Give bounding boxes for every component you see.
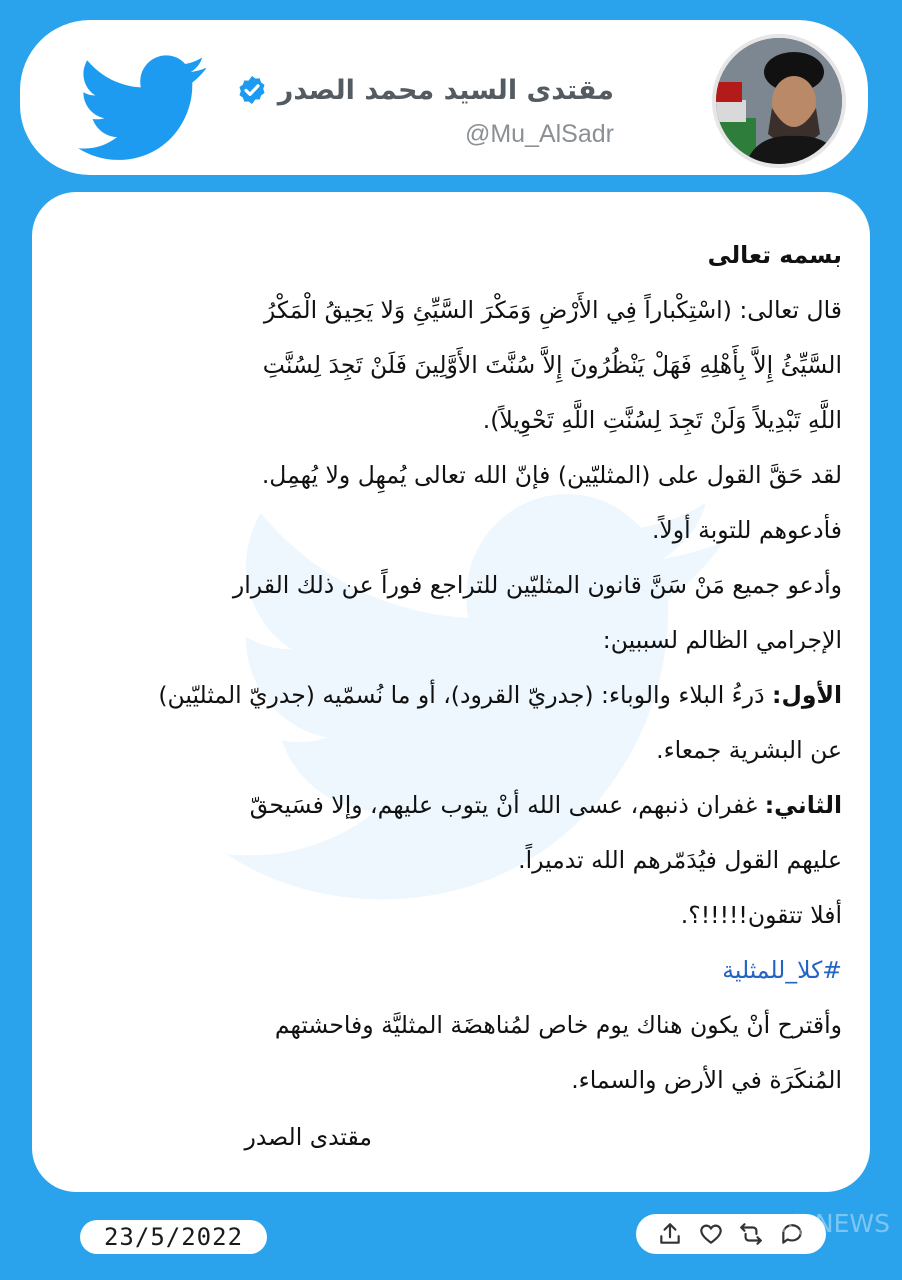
- quran-line-1: قال تعالى: (اسْتِكْباراً فِي الأَرْضِ وَمَكْرَ السَّيِّئِ وَلا يَحِيقُ الْمَكْرُ: [263, 296, 842, 324]
- second-reason-line-2: عليهم القول فيُدَمّرهم الله تدميراً.: [518, 846, 842, 874]
- verified-badge-icon: [236, 74, 268, 106]
- twitter-bird-icon: [78, 54, 208, 164]
- first-reason-text: دَرءُ البلاء والوباء: (جدريّ القرود)، أو ما نُسمّيه (جدريّ المثليّين): [158, 681, 765, 709]
- tweet-card: [32, 192, 870, 1192]
- news-watermark: IQ NEWS: [779, 1209, 890, 1238]
- quran-line-3: اللَّهِ تَبْدِيلاً وَلَنْ تَجِدَ لِسُنَّتِ اللَّهِ تَحْوِيلاً).: [482, 406, 842, 434]
- paragraph-1: لقد حَقَّ القول على (المثليّين) فإنّ الله تعالى يُمهِل ولا يُهمِل.: [261, 461, 842, 489]
- proposal-line-2: المُنكَرَة في الأرض والسماء.: [571, 1066, 842, 1094]
- like-icon[interactable]: [698, 1221, 724, 1247]
- second-reason-line-1: [74, 778, 842, 833]
- quran-line-2: السَّيِّئُ إِلاَّ بِأَهْلِهِ فَهَلْ يَنْظُرُونَ إِلاَّ سُنَّتَ الأَوَّلِينَ فَلَنْ تَجِدَ لِسُنَّتِ: [262, 351, 842, 379]
- hashtag-link[interactable]: #كلا_للمثلية: [722, 956, 842, 984]
- question-line: أفلا تتقون!!!!!؟.: [680, 901, 842, 929]
- first-reason-line-2: عن البشرية جمعاء.: [656, 736, 842, 764]
- profile-header: [20, 20, 868, 175]
- avatar[interactable]: [712, 34, 846, 168]
- tweet-date: 23/5/2022: [80, 1220, 267, 1254]
- proposal-line-1: وأقترح أنْ يكون هناك يوم خاص لمُناهضَة المثليَّة وفاحشتهم: [274, 1011, 842, 1039]
- first-reason-label: الأول:: [772, 681, 842, 709]
- tweet-body: [74, 228, 842, 1165]
- avatar-portrait: [716, 38, 842, 164]
- signature: مقتدى الصدر: [244, 1123, 372, 1151]
- tweet-title: بسمه تعالى: [707, 241, 842, 269]
- paragraph-3-line-1: وأدعو جميع مَنْ سَنَّ قانون المثليّين للتراجع فوراً عن ذلك القرار: [232, 571, 842, 599]
- second-reason-text: غفران ذنبهم، عسى الله أنْ يتوب عليهم، وإلا فسَيحقّ: [249, 791, 758, 819]
- paragraph-3-line-2: الإجرامي الظالم لسببين:: [602, 626, 842, 654]
- first-reason-line-1: [74, 668, 842, 723]
- second-reason-label: الثاني:: [764, 791, 842, 819]
- share-icon[interactable]: [657, 1221, 683, 1247]
- user-display-name[interactable]: مقتدى السيد محمد الصدر: [236, 74, 614, 106]
- paragraph-2: فأدعوهم للتوبة أولاً.: [651, 516, 842, 544]
- user-handle[interactable]: @Mu_AlSadr: [464, 120, 614, 148]
